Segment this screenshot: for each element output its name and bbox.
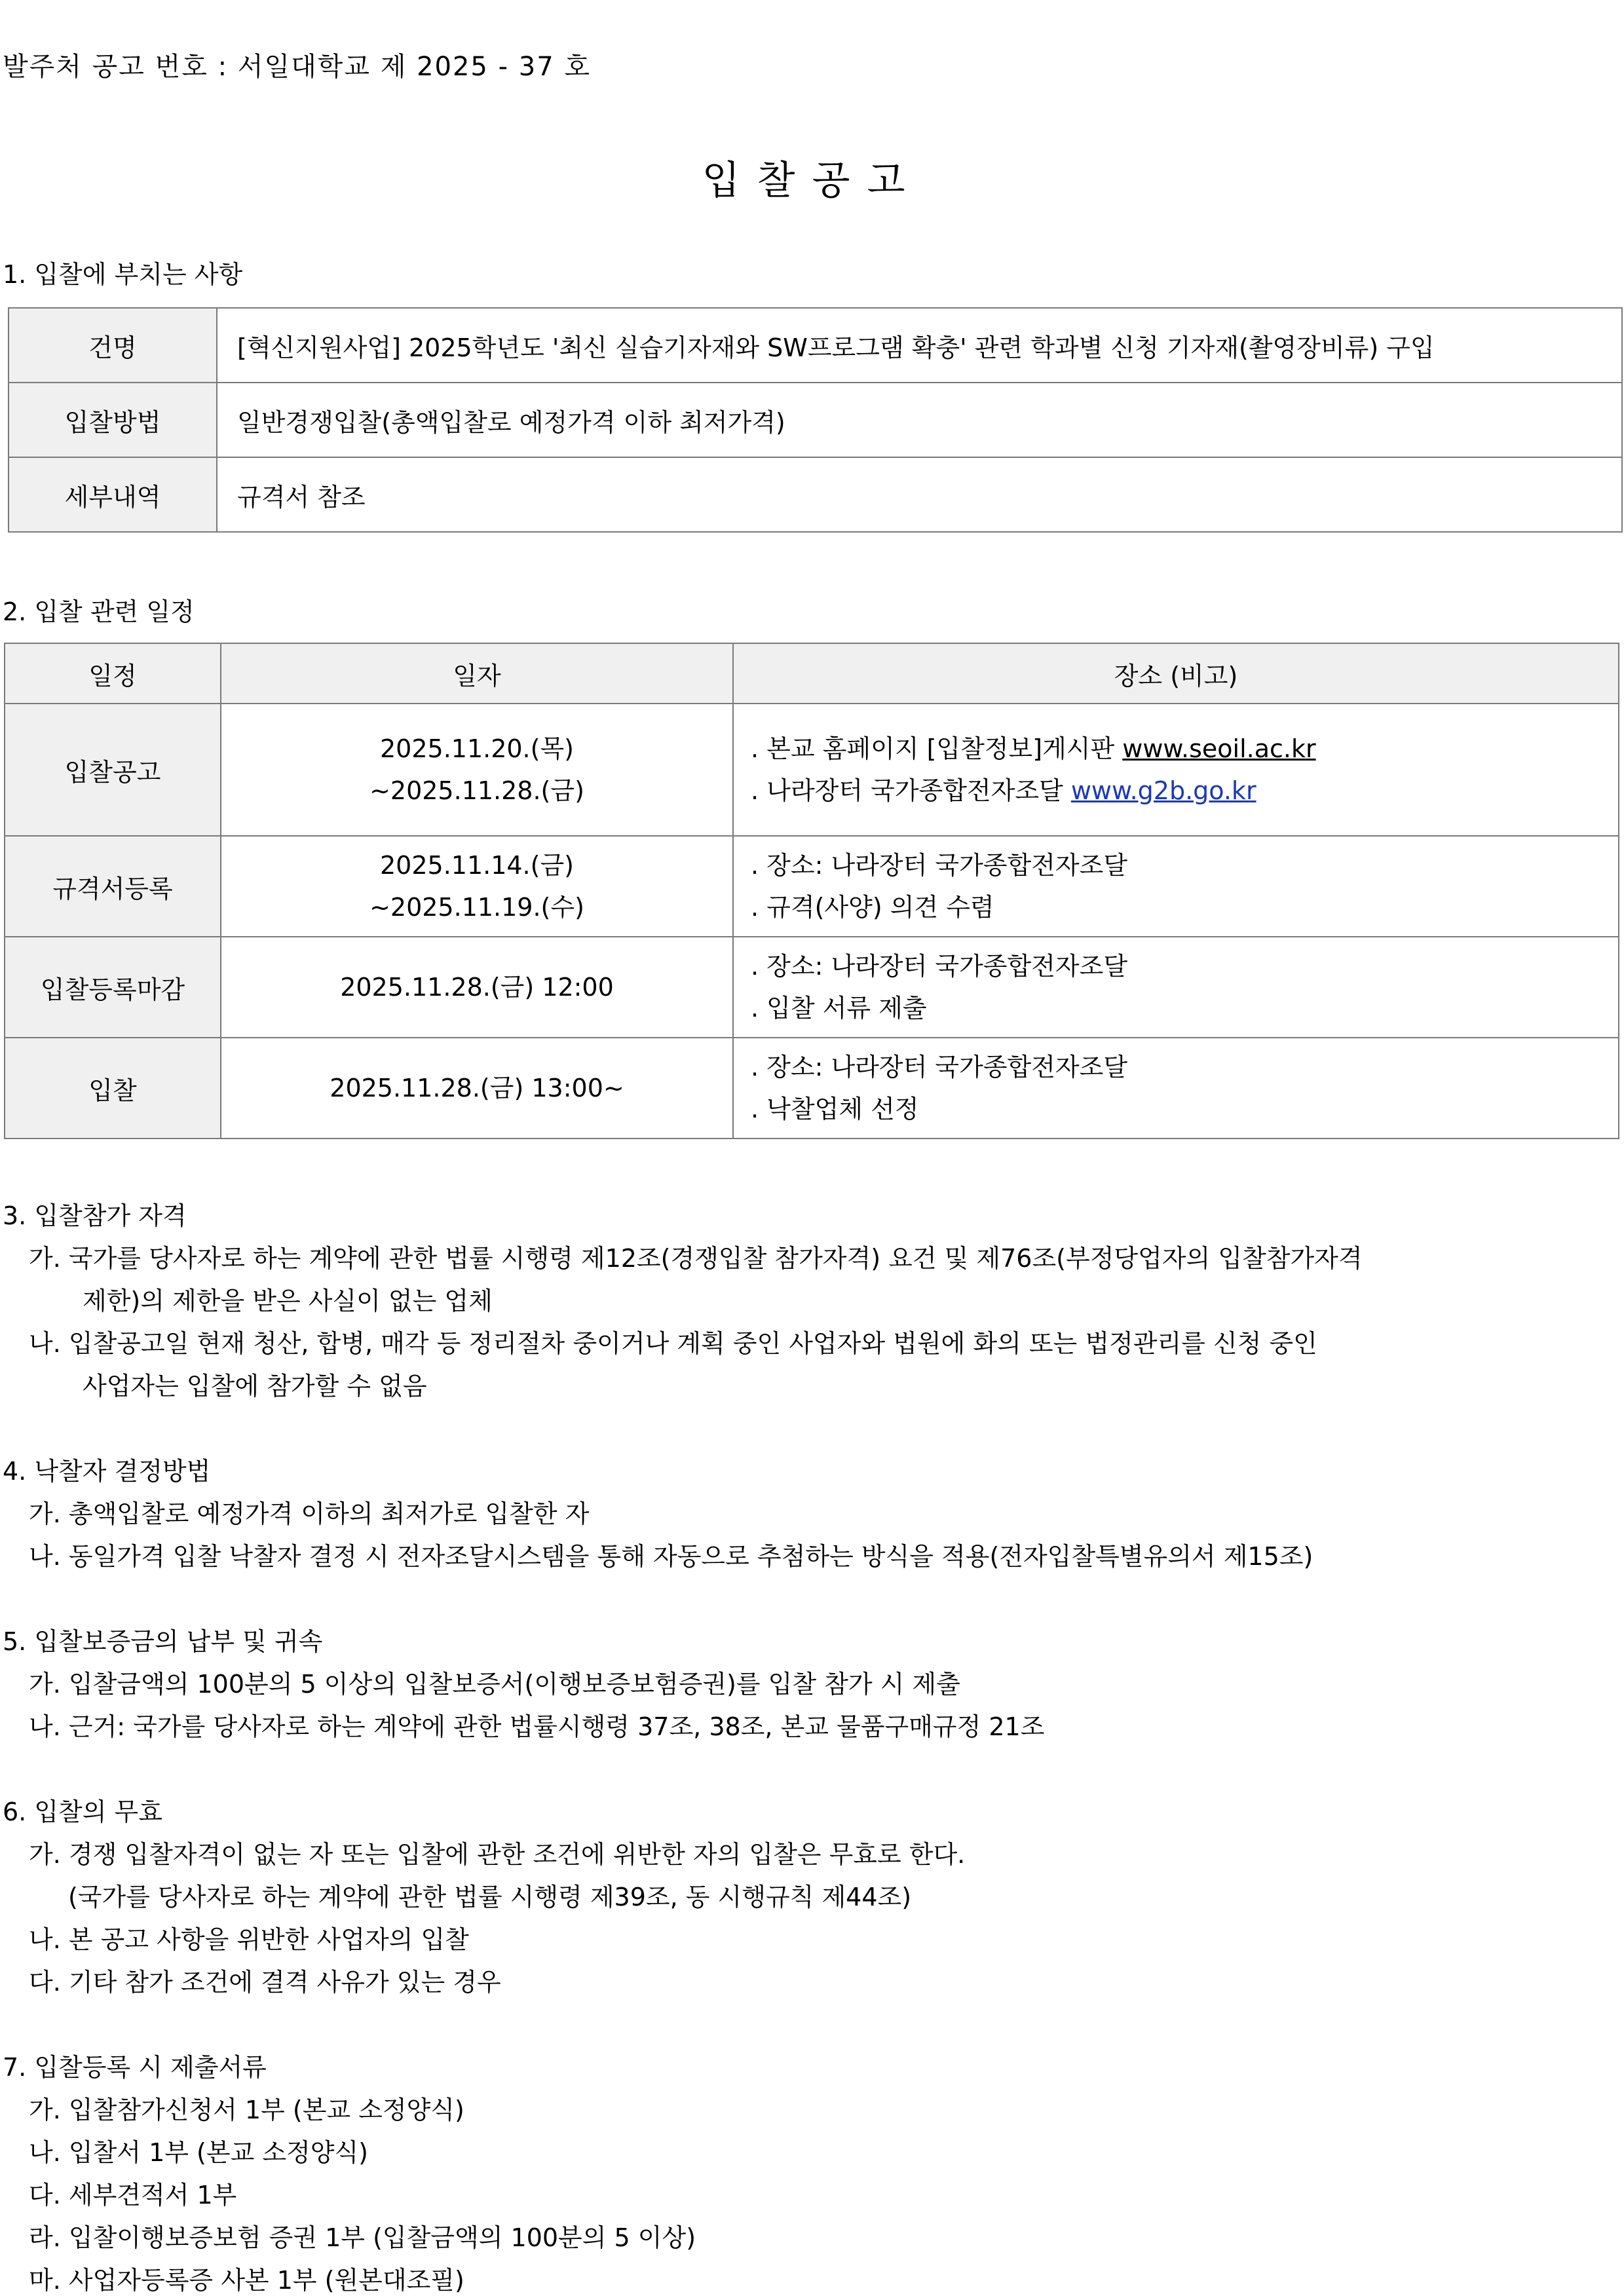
list-item: 가. 입찰금액의 100분의 5 이상의 입찰보증서(이행보증보험증권)를 입찰 참가 시 제출	[29, 1670, 960, 1699]
bid-items-table	[8, 307, 1623, 533]
row-value: [혁신지원사업] 2025학년도 '최신 실습기자재와 SW프로그램 확충' 관련 학과별 신청 기자재(촬영장비류) 구입	[217, 308, 1622, 383]
schedule-stage: 입찰공고	[5, 704, 221, 836]
column-header: 장소 (비고)	[733, 643, 1619, 704]
list-item: 다. 기타 참가 조건에 결격 사유가 있는 경우	[29, 1968, 501, 1997]
column-header: 일자	[221, 643, 733, 704]
list-item: 가. 경쟁 입찰자격이 없는 자 또는 입찰에 관한 조건에 위반한 자의 입찰은 무효로 한다.	[29, 1840, 966, 1869]
schedule-stage: 입찰	[5, 1038, 221, 1139]
list-item-continuation: (국가를 당사자로 하는 계약에 관한 법률 시행령 제39조, 동 시행규칙 제44조)	[68, 1883, 912, 1911]
note-text: . 본교 홈페이지 [입찰정보]게시판	[751, 734, 1123, 763]
schedule-table	[4, 643, 1619, 1139]
section4-heading: 4. 낙찰자 결정방법	[3, 1457, 211, 1486]
list-item-continuation: 제한)의 제한을 받은 사실이 없는 업체	[83, 1287, 493, 1315]
note-line	[751, 770, 1617, 812]
schedule-note	[733, 1038, 1619, 1139]
table-header-row	[5, 643, 1619, 704]
schedule-note	[733, 836, 1619, 937]
row-value: 일반경쟁입찰(총액입찰로 예정가격 이하 최저가격)	[217, 383, 1622, 457]
list-item: 마. 사업자등록증 사본 1부 (원본대조필)	[29, 2266, 464, 2295]
note-line: . 장소: 나라장터 국가종합전자조달	[751, 851, 1128, 880]
schedule-date	[221, 704, 733, 836]
section3-heading: 3. 입찰참가 자격	[3, 1201, 187, 1230]
note-text: . 나라장터 국가종합전자조달	[751, 776, 1071, 805]
list-item: 나. 본 공고 사항을 위반한 사업자의 입찰	[29, 1925, 469, 1954]
list-item: 가. 입찰참가신청서 1부 (본교 소정양식)	[29, 2096, 464, 2124]
section6-heading: 6. 입찰의 무효	[3, 1797, 162, 1826]
schedule-note	[733, 937, 1619, 1038]
row-label: 세부내역	[9, 457, 217, 532]
list-item: 나. 동일가격 입찰 낙찰자 결정 시 전자조달시스템을 통해 자동으로 추첨하는 방식을 적용(전자입찰특별유의서 제15조)	[29, 1542, 1313, 1571]
schedule-note	[733, 704, 1619, 836]
homepage-link[interactable]: www.seoil.ac.kr	[1122, 734, 1316, 763]
section7-heading: 7. 입찰등록 시 제출서류	[3, 2053, 267, 2082]
schedule-date	[221, 836, 733, 937]
section2-heading: 2. 입찰 관련 일정	[3, 597, 195, 626]
note-line: . 장소: 나라장터 국가종합전자조달	[751, 1053, 1128, 1082]
date-start: 2025.11.14.(금)	[379, 851, 574, 880]
table-row	[5, 1038, 1619, 1139]
list-item-continuation: 사업자는 입찰에 참가할 수 없음	[83, 1372, 427, 1401]
list-item: 가. 총액입찰로 예정가격 이하의 최저가로 입찰한 자	[29, 1499, 590, 1528]
list-item: 다. 세부견적서 1부	[29, 2181, 237, 2210]
note-line: . 장소: 나라장터 국가종합전자조달	[751, 952, 1128, 981]
list-item: 라. 입찰이행보증보험 증권 1부 (입찰금액의 100분의 5 이상)	[29, 2223, 696, 2252]
list-item: 나. 입찰공고일 현재 청산, 합병, 매각 등 정리절차 중이거나 계획 중인 사업자와 법원에 화의 또는 법정관리를 신청 중인	[29, 1329, 1317, 1358]
note-line	[751, 728, 1617, 770]
schedule-date: 2025.11.28.(금) 12:00	[221, 937, 733, 1038]
date-end: ~2025.11.28.(금)	[369, 776, 584, 805]
notice-number: 발주처 공고 번호 : 서일대학교 제 2025 - 37 호	[3, 52, 591, 82]
g2b-link[interactable]: www.g2b.go.kr	[1070, 776, 1256, 805]
note-line: . 규격(사양) 의견 수렴	[751, 893, 994, 922]
column-header: 일정	[5, 643, 221, 704]
table-row	[5, 836, 1619, 937]
schedule-stage: 규격서등록	[5, 836, 221, 937]
row-label: 건명	[9, 308, 217, 383]
date-end: ~2025.11.19.(수)	[369, 893, 584, 922]
row-value: 규격서 참조	[217, 457, 1622, 532]
table-row	[5, 937, 1619, 1038]
table-row	[9, 457, 1622, 532]
note-line: . 입찰 서류 제출	[751, 994, 927, 1023]
table-row	[5, 704, 1619, 836]
page-title: 입찰공고	[702, 158, 922, 204]
section1-heading: 1. 입찰에 부치는 사항	[3, 260, 243, 289]
schedule-date: 2025.11.28.(금) 13:00~	[221, 1038, 733, 1139]
note-line: . 낙찰업체 선정	[751, 1095, 919, 1123]
table-row	[9, 383, 1622, 457]
section5-heading: 5. 입찰보증금의 납부 및 귀속	[3, 1627, 323, 1656]
date-start: 2025.11.20.(목)	[379, 734, 574, 763]
list-item: 나. 근거: 국가를 당사자로 하는 계약에 관한 법률시행령 37조, 38조, 본교 물품구매규정 21조	[29, 1712, 1045, 1741]
schedule-stage: 입찰등록마감	[5, 937, 221, 1038]
row-label: 입찰방법	[9, 383, 217, 457]
table-row	[9, 308, 1622, 383]
list-item: 나. 입찰서 1부 (본교 소정양식)	[29, 2138, 369, 2167]
list-item: 가. 국가를 당사자로 하는 계약에 관한 법률 시행령 제12조(경쟁입찰 참가자격) 요건 및 제76조(부정당업자의 입찰참가자격	[29, 1244, 1363, 1273]
